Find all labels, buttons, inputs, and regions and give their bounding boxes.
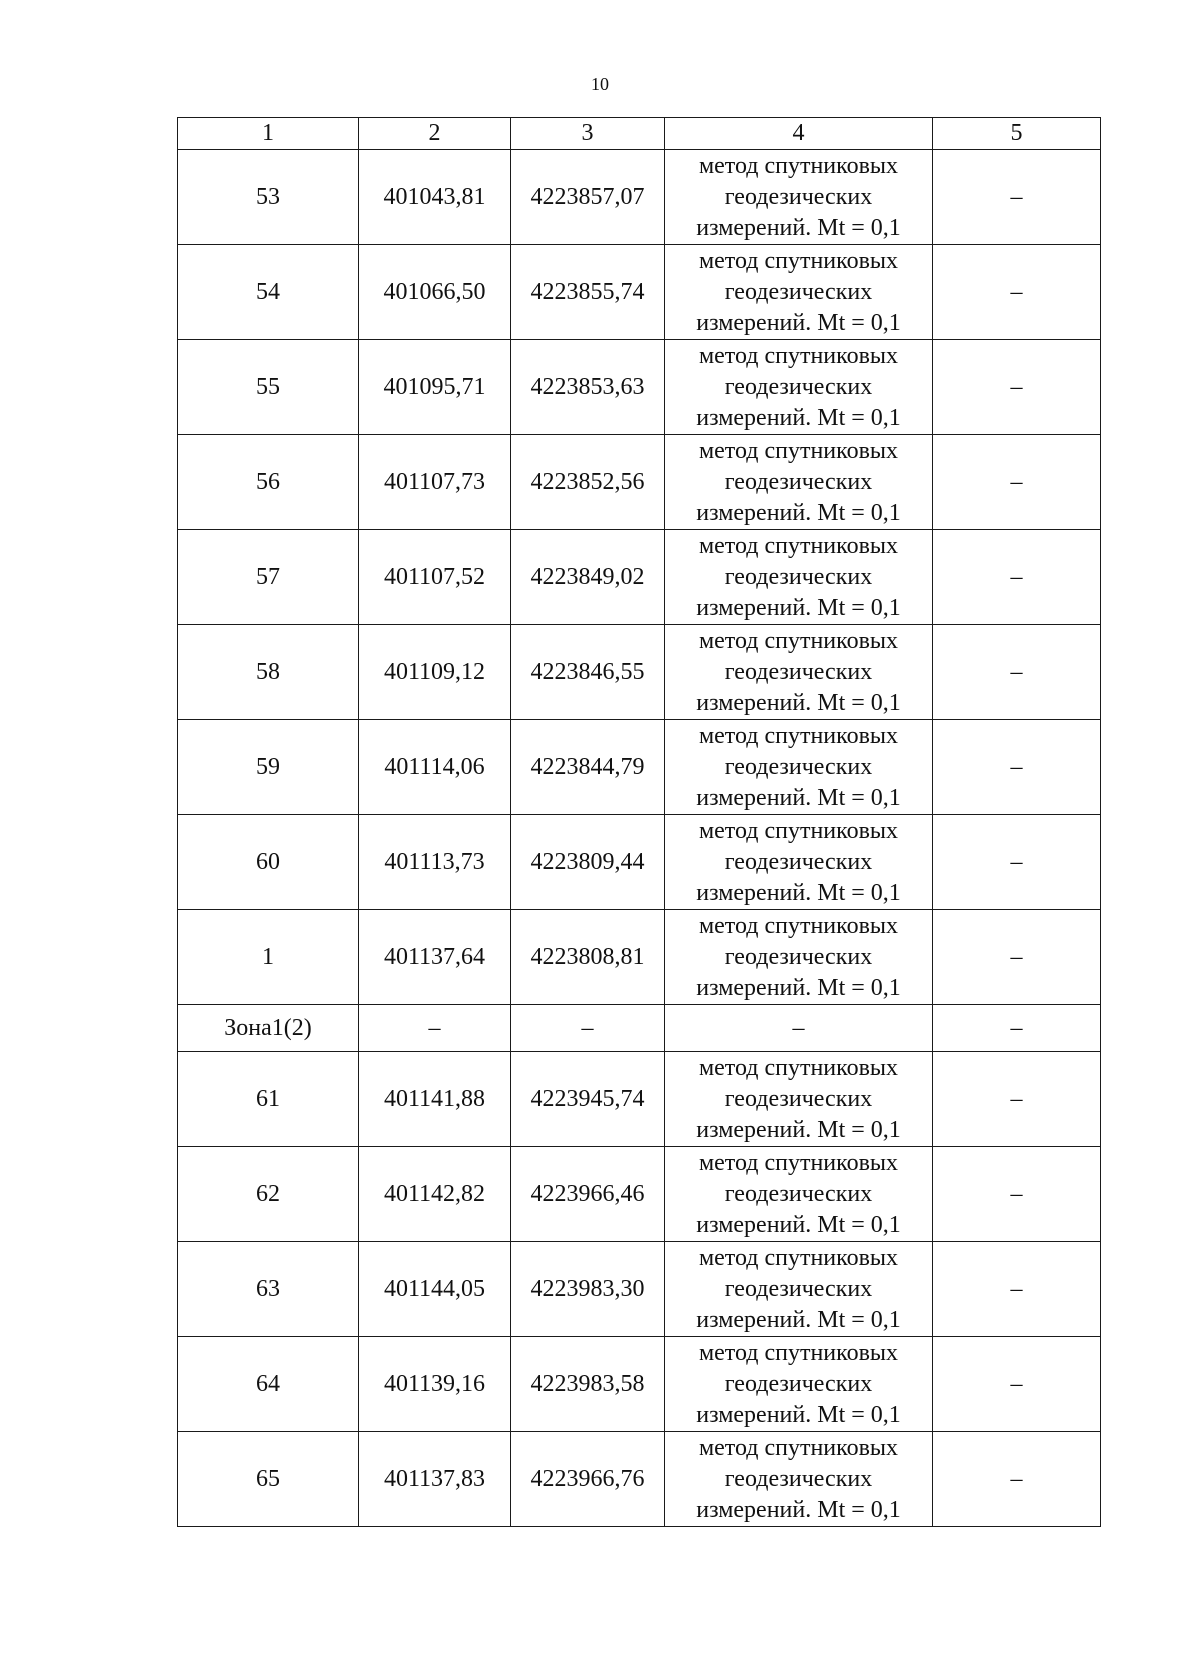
- y-coordinate-cell: 4223983,30: [511, 1242, 665, 1337]
- note-cell: –: [933, 625, 1101, 720]
- x-coordinate-cell: 401043,81: [359, 150, 511, 245]
- method-cell: метод спутниковых геодезических измерений. Mt = 0,1: [665, 340, 933, 435]
- x-coordinate-cell: 401144,05: [359, 1242, 511, 1337]
- method-cell: метод спутниковых геодезических измерений. Mt = 0,1: [665, 1337, 933, 1432]
- y-coordinate-cell: 4223849,02: [511, 530, 665, 625]
- y-coordinate-cell: 4223809,44: [511, 815, 665, 910]
- note-cell: –: [933, 435, 1101, 530]
- header-row: [178, 118, 1101, 150]
- point-number-cell: 65: [178, 1432, 359, 1527]
- method-cell: метод спутниковых геодезических измерений. Mt = 0,1: [665, 1147, 933, 1242]
- table-row: [178, 1337, 1101, 1432]
- header-cell-5: 5: [933, 118, 1101, 150]
- y-coordinate-cell: 4223853,63: [511, 340, 665, 435]
- y-coordinate-cell: 4223855,74: [511, 245, 665, 340]
- note-cell: –: [933, 340, 1101, 435]
- point-number-cell: 58: [178, 625, 359, 720]
- zone-dash-cell: –: [665, 1005, 933, 1052]
- coordinates-table: [177, 117, 1101, 1527]
- y-coordinate-cell: 4223857,07: [511, 150, 665, 245]
- point-number-cell: 59: [178, 720, 359, 815]
- table-row: [178, 1242, 1101, 1337]
- point-number-cell: 57: [178, 530, 359, 625]
- x-coordinate-cell: 401107,73: [359, 435, 511, 530]
- point-number-cell: 54: [178, 245, 359, 340]
- zone-row: [178, 1005, 1101, 1052]
- note-cell: –: [933, 815, 1101, 910]
- note-cell: –: [933, 245, 1101, 340]
- y-coordinate-cell: 4223966,46: [511, 1147, 665, 1242]
- note-cell: –: [933, 1052, 1101, 1147]
- x-coordinate-cell: 401139,16: [359, 1337, 511, 1432]
- table-body: [178, 118, 1101, 1527]
- method-cell: метод спутниковых геодезических измерений. Mt = 0,1: [665, 150, 933, 245]
- note-cell: –: [933, 1147, 1101, 1242]
- x-coordinate-cell: 401095,71: [359, 340, 511, 435]
- table-row: [178, 720, 1101, 815]
- zone-dash-cell: –: [511, 1005, 665, 1052]
- method-cell: метод спутниковых геодезических измерений. Mt = 0,1: [665, 910, 933, 1005]
- method-cell: метод спутниковых геодезических измерений. Mt = 0,1: [665, 1432, 933, 1527]
- table-row: [178, 625, 1101, 720]
- zone-label-cell: Зона1(2): [178, 1005, 359, 1052]
- point-number-cell: 61: [178, 1052, 359, 1147]
- y-coordinate-cell: 4223945,74: [511, 1052, 665, 1147]
- x-coordinate-cell: 401142,82: [359, 1147, 511, 1242]
- method-cell: метод спутниковых геодезических измерений. Mt = 0,1: [665, 720, 933, 815]
- y-coordinate-cell: 4223844,79: [511, 720, 665, 815]
- note-cell: –: [933, 910, 1101, 1005]
- y-coordinate-cell: 4223808,81: [511, 910, 665, 1005]
- point-number-cell: 55: [178, 340, 359, 435]
- x-coordinate-cell: 401107,52: [359, 530, 511, 625]
- table-row: [178, 1052, 1101, 1147]
- x-coordinate-cell: 401113,73: [359, 815, 511, 910]
- table-row: [178, 150, 1101, 245]
- header-cell-1: 1: [178, 118, 359, 150]
- page-number: 10: [591, 74, 609, 94]
- note-cell: –: [933, 720, 1101, 815]
- zone-dash-cell: –: [359, 1005, 511, 1052]
- table-row: [178, 435, 1101, 530]
- method-cell: метод спутниковых геодезических измерений. Mt = 0,1: [665, 1052, 933, 1147]
- header-cell-4: 4: [665, 118, 933, 150]
- note-cell: –: [933, 530, 1101, 625]
- x-coordinate-cell: 401137,64: [359, 910, 511, 1005]
- method-cell: метод спутниковых геодезических измерений. Mt = 0,1: [665, 435, 933, 530]
- table-row: [178, 910, 1101, 1005]
- point-number-cell: 63: [178, 1242, 359, 1337]
- x-coordinate-cell: 401137,83: [359, 1432, 511, 1527]
- x-coordinate-cell: 401066,50: [359, 245, 511, 340]
- y-coordinate-cell: 4223983,58: [511, 1337, 665, 1432]
- note-cell: –: [933, 1432, 1101, 1527]
- method-cell: метод спутниковых геодезических измерений. Mt = 0,1: [665, 1242, 933, 1337]
- x-coordinate-cell: 401109,12: [359, 625, 511, 720]
- y-coordinate-cell: 4223966,76: [511, 1432, 665, 1527]
- zone-dash-cell: –: [933, 1005, 1101, 1052]
- note-cell: –: [933, 1242, 1101, 1337]
- point-number-cell: 56: [178, 435, 359, 530]
- point-number-cell: 53: [178, 150, 359, 245]
- table-row: [178, 1432, 1101, 1527]
- table-row: [178, 530, 1101, 625]
- method-cell: метод спутниковых геодезических измерений. Mt = 0,1: [665, 530, 933, 625]
- y-coordinate-cell: 4223852,56: [511, 435, 665, 530]
- method-cell: метод спутниковых геодезических измерений. Mt = 0,1: [665, 245, 933, 340]
- method-cell: метод спутниковых геодезических измерений. Mt = 0,1: [665, 625, 933, 720]
- header-cell-2: 2: [359, 118, 511, 150]
- point-number-cell: 1: [178, 910, 359, 1005]
- note-cell: –: [933, 150, 1101, 245]
- table-row: [178, 1147, 1101, 1242]
- x-coordinate-cell: 401141,88: [359, 1052, 511, 1147]
- point-number-cell: 64: [178, 1337, 359, 1432]
- header-cell-3: 3: [511, 118, 665, 150]
- table-row: [178, 245, 1101, 340]
- table-row: [178, 815, 1101, 910]
- point-number-cell: 60: [178, 815, 359, 910]
- note-cell: –: [933, 1337, 1101, 1432]
- point-number-cell: 62: [178, 1147, 359, 1242]
- table-row: [178, 340, 1101, 435]
- y-coordinate-cell: 4223846,55: [511, 625, 665, 720]
- method-cell: метод спутниковых геодезических измерений. Mt = 0,1: [665, 815, 933, 910]
- x-coordinate-cell: 401114,06: [359, 720, 511, 815]
